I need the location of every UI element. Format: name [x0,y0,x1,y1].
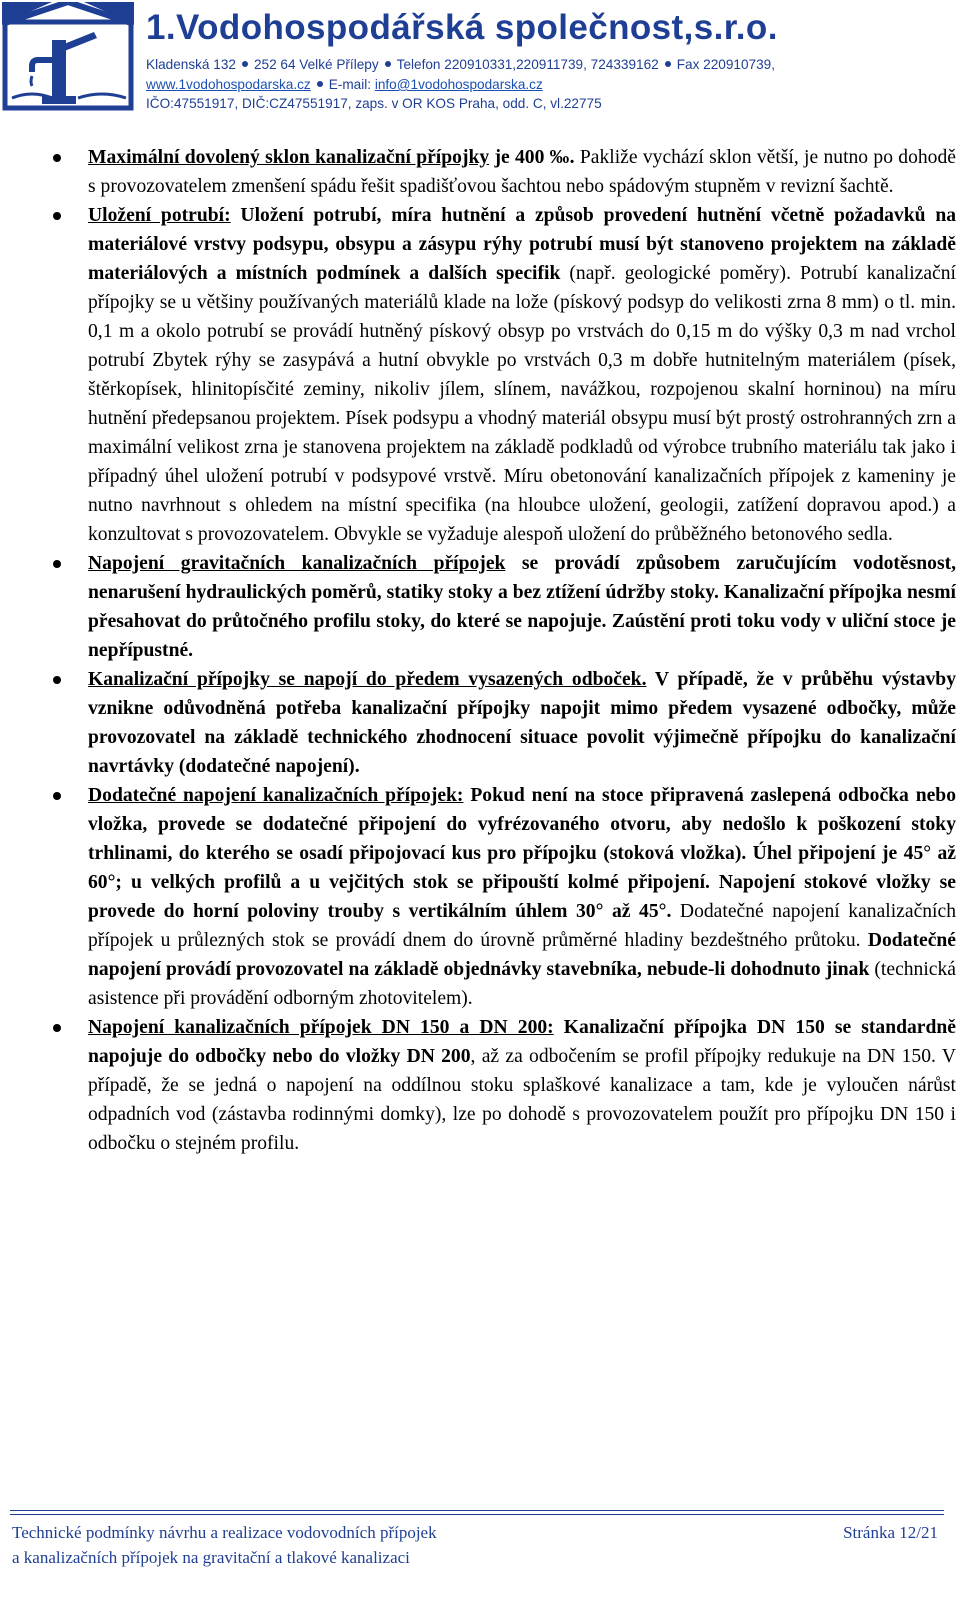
footer-document-title [12,1520,437,1570]
list-item [48,143,956,201]
bullet-icon [53,676,61,684]
main-content [48,143,956,1158]
footer-divider [10,1510,944,1511]
separator-dot-icon [317,81,323,87]
separator-dot-icon [242,61,248,67]
item-heading: Kanalizační přípojky se napojí do předem vysazených odboček. [88,669,647,690]
phone: Telefon 220910331,220911739, 724339162 [396,57,659,72]
footer-title-line: a kanalizačních přípojek na gravitační a tlakové kanalizaci [12,1548,410,1567]
item-heading: Napojení gravitačních kanalizačních přípojek [88,553,506,574]
fax: Fax 220910739, [676,57,775,72]
item-bold-text: V případě, že v průběhu výstavby vznikne odůvodněná potřeba kanalizační přípojky napojit mimo předem vysazené odbočky, může provozovatel na základě technického zhodnocení situace povolit výjimečně přípojku do kanalizační navrtávky (dodatečné napojení). [88,669,956,777]
item-text: Pakliže vychází sklon větší, je nutno po dohodě s provozovatelem zmenšení spádu řešit spadišťovou šachtou nebo spádovým stupněm v revizní šachtě. [88,147,956,197]
list-item [48,665,956,781]
bullet-icon [53,154,61,162]
item-text: Dodatečné napojení kanalizačních přípojek u průlezných stok se provádí dnem do úrovně průměrné hladiny bezdeštného průtoku. [88,901,956,951]
list-item [48,201,956,549]
email-link[interactable]: info@1vodohospodarska.cz [374,77,543,92]
website-link[interactable]: www.1vodohospodarska.cz [146,77,311,92]
bullet-icon [53,212,61,220]
item-heading: Dodatečné napojení kanalizačních přípojek: [88,785,464,806]
item-heading: Napojení kanalizačních přípojek DN 150 a DN 200: [88,1017,554,1038]
item-bold-text: Uložení potrubí, míra hutnění a způsob provedení hutnění včetně požadavků na materiálové vrstvy podsypu, obsypu a zásypu rýhy potrubí musí být stanoveno projektem na základě materiálových a místních podmínek a dalších specifik [88,205,957,284]
company-logo [2,2,134,112]
list-item [48,1013,956,1158]
list-item [48,549,956,665]
item-text: (např. geologické poměry). Potrubí kanalizační přípojky se u většiny používaných materiálů klade na lože (pískový podsyp do velikosti zrna 8 mm) o tl. min. 0,1 m a okolo potrubí se provádí hutněný pískový obsyp po vrstvách do 0,15 m do výšky 0,3 m nad vrchol potrubí Zbytek rýhy se zasypává a hutní obvykle po vrstvách 0,3 m dobře hutnitelným materiálem (písek, štěrkopísek, hlinitopísčité zeminy, nikoliv jílem, slínem, navážkou, rozpojenou skalní horninou) na míru hutnění předepsanou projektem. Písek podsypu a vhodný materiál obsypu musí být prostý ostrohranných zrn a maximální velikost zrna je stanovena projektem na základě podkladů od výrobce trubního materiálu tak jako i případný úhel uložení potrubí v podsypové vrstvě. Míru obetonování kanalizačních přípojek z kameniny je nutno navrhnout s ohledem na místní specifika (na hloubce uložení, geologii, zatížení dopravou apod.) a konzultovat s provozovatelem. Obvykle se vyžaduje alespoň uložení do průběžného betonového sedla. [88,263,956,545]
city: 252 64 Velké Přílepy [253,57,379,72]
footer-title-line: Technické podmínky návrhu a realizace vodovodních přípojek [12,1523,437,1542]
item-heading: Uložení potrubí: [88,205,231,226]
address: Kladenská 132 [146,57,236,72]
item-bold-text: Pokud není na stoce připravená zaslepená odbočka nebo vložka, provede se dodatečné připojení do vyfrézovaného otvoru, aby nedošlo k poškození stoky trhlinami, do kterého se osadí připojovací kus pro přípojku (stoková vložka). Úhel připojení je 45° až 60°; u velkých profilů a u vejčitých stok se připouští kolmé připojení. Napojení stokové vložky se provede do horní poloviny trouby s vertikálním úhlem 30° až 45°. [88,785,957,922]
footer-divider [10,1514,944,1515]
separator-dot-icon [665,61,671,67]
item-heading: Maximální dovolený sklon kanalizační přípojky [88,147,490,168]
header-contact-line [146,57,775,72]
item-bold-text: se provádí způsobem zaručujícím vodotěsnost, nenarušení hydraulických poměrů, statiky stoky a bez ztížení údržby stoky. Kanalizační přípojka nesmí přesahovat do průtočného profilu stoky, do které se napojuje. Zaústění proti toku vody v uliční stoce je nepřípustné. [88,553,956,661]
email-label: E-mail: [328,77,372,92]
header-web-line [146,77,543,92]
separator-dot-icon [385,61,391,67]
item-bold-text: Kanalizační přípojka DN 150 se standardně napojuje do odbočky nebo do vložky DN 200 [88,1017,956,1067]
bullet-icon [53,792,61,800]
list-item [48,781,956,1013]
item-bold-text-2: Dodatečné napojení provádí provozovatel na základě objednávky stavebníka, nebude-li dohodnuto jinak [88,930,956,980]
item-text-2: (technická asistence při provádění odborným zhotovitelem). [88,959,956,1009]
company-name: 1.Vodohospodářská společnost,s.r.o. [146,8,778,47]
item-text: , až za odbočením se profil přípojky redukuje na DN 150. V případě, že se jedná o napojení na oddílnou stoku splaškové kanalizace a tam, kde je vyloučen nárůst odpadních vod (zástavba rodinnými domky), lze po dohodě s provozovatelem použít pro přípojku DN 150 i odbočku o stejném profilu. [88,1046,956,1154]
item-bold-text: je 400 ‰. [489,147,575,168]
bullet-icon [53,1024,61,1032]
page-number: Stránka 12/21 [843,1523,938,1542]
registration-info: IČO:47551917, DIČ:CZ47551917, zaps. v OR KOS Praha, odd. C, vl.22775 [146,96,602,111]
bullet-icon [53,560,61,568]
